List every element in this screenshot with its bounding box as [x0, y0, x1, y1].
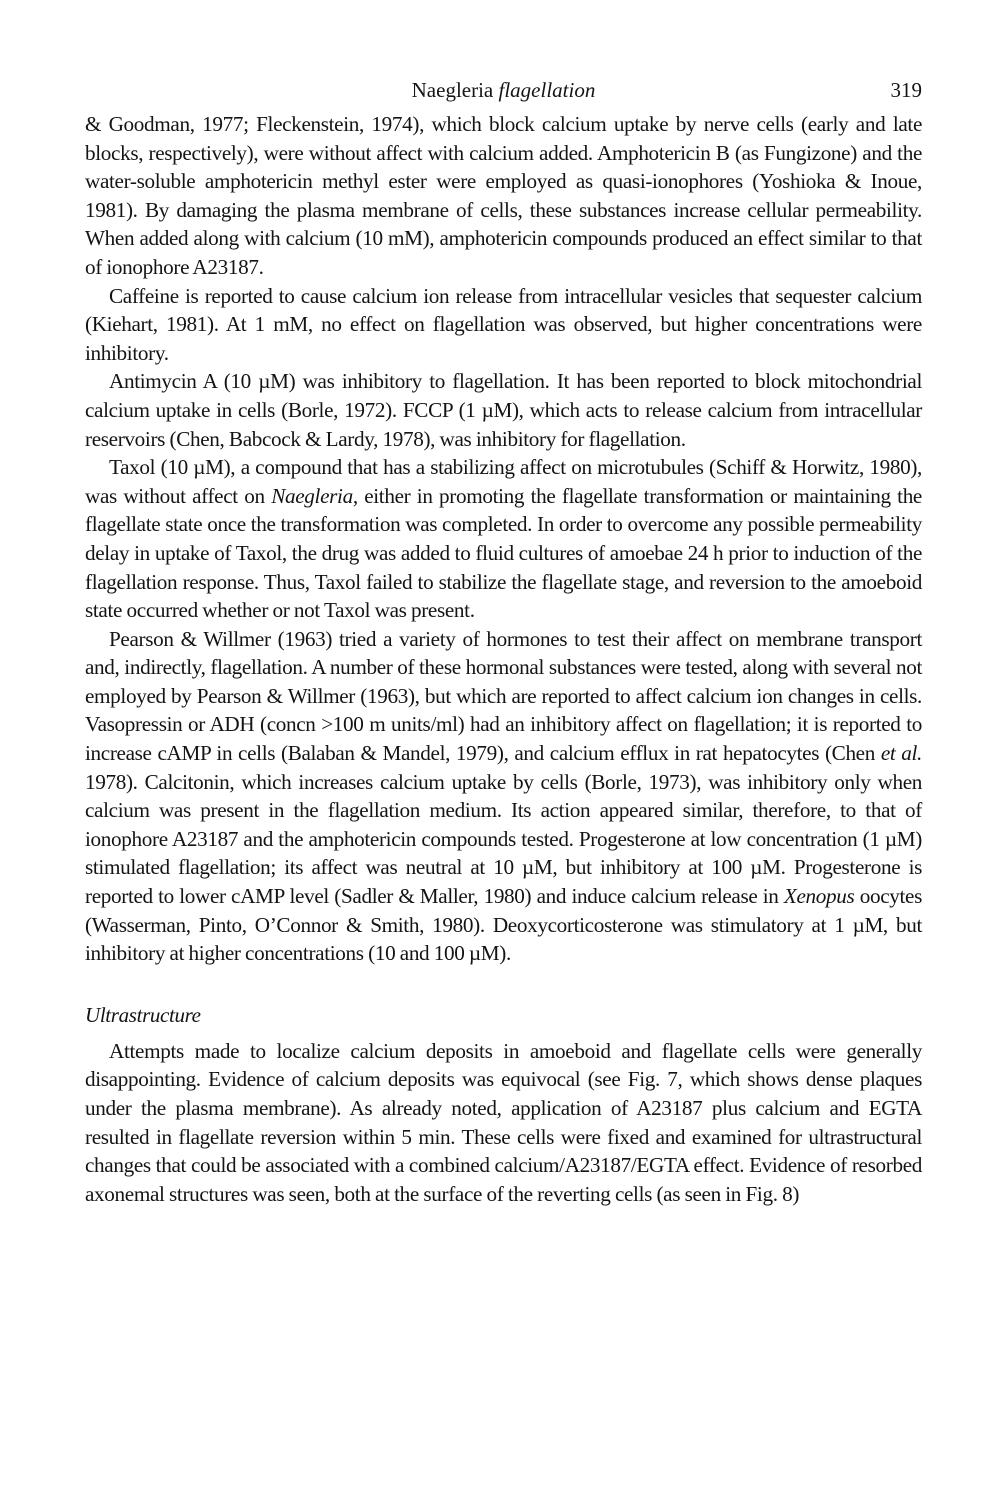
taxol-genus-italic: Naegleria — [271, 483, 353, 508]
body-text — [85, 110, 922, 1208]
paragraph-antimycin: Antimycin A (10 µM) was inhibitory to flagellation. It has been reported to block mitochondrial calcium uptake in cells (Borle, 1972). FCCP (1 µM), which acts to release calcium from intracellular reservoirs (Chen, Babcock & Lardy, 1978), was inhibitory for flagellation. — [85, 369, 922, 451]
xenopus-italic: Xenopus — [783, 884, 855, 909]
section-heading-ultrastructure: Ultrastructure — [85, 1002, 201, 1027]
hormones-text-3: oocytes (Wasserman, Pinto, O’Connor & Smith, 1980). Deoxycorticosterone was stimulatory at 1 µM, but inhibitory at higher concentrations (10 and 100 µM). — [85, 884, 923, 966]
taxol-text-2: , either in promoting the flagellate transformation or maintaining the flagellate state once the transformation was completed. In order to overcome any possible permeability delay in uptake of Taxol, the drug was added to fluid cultures of amoebae 24 h prior to induction of the flagellation response. Thus, Taxol failed to stabilize the flagellate stage, and reversion to the amoeboid state occurred whether or not Taxol was present. — [85, 483, 922, 623]
paragraph-amphotericin: & Goodman, 1977; Fleckenstein, 1974), which block calcium uptake by nerve cells (early and late blocks, respectively), were without affect with calcium added. Amphotericin B (as Fungizone) and the water-soluble amphotericin methyl ester were employed as quasi-ionophores (Yoshioka & Inoue, 1981). By damaging the plasma membrane of cells, these substances increase cellular permeability. When added along with calcium (10 mM), amphotericin compounds produced an effect similar to that of ionophore A23187. — [85, 112, 922, 279]
paragraph-caffeine: Caffeine is reported to cause calcium ion release from intracellular vesicles that sequester calcium (Kiehart, 1981). At 1 mM, no effect on flagellation was observed, but higher concentrations were inhibitory. — [85, 283, 922, 365]
running-head — [85, 78, 922, 110]
running-title-italic: flagellation — [498, 78, 596, 102]
hormones-text-1: Pearson & Willmer (1963) tried a variety of hormones to test their affect on membrane transport and, indirectly, flagellation. A number of these hormonal substances were tested, along with several not employed by Pearson & Willmer (1963), but which are reported to affect calcium ion changes in cells. Vasopressin or ADH (concn >100 m units/ml) had an inhibitory affect on flagellation; it is reported to increase cAMP in cells (Balaban & Mandel, 1979), and calcium efflux in rat hepatocytes (Chen — [85, 626, 922, 766]
running-title-plain: Naegleria — [411, 78, 494, 102]
running-title — [85, 78, 922, 103]
hormones-text-2: 1978). Calcitonin, which increases calcium uptake by cells (Borle, 1973), was inhibitory only when calcium was present in the flagellation medium. Its action appeared similar, therefore, to that of ionophore A23187 and the amphotericin compounds tested. Progesterone at low concentration (1 µM) stimulated flagellation; its affect was neutral at 10 µM, but inhibitory at 100 µM. Progesterone is reported to lower cAMP level (Sadler & Maller, 1980) and induce calcium release in — [85, 769, 922, 909]
journal-page — [85, 78, 922, 1208]
paragraph-taxol — [85, 453, 922, 625]
paragraph-ultrastructure: Attempts made to localize calcium deposits in amoeboid and flagellate cells were generally disappointing. Evidence of calcium deposits was equivocal (see Fig. 7, which shows dense plaques under the plasma membrane). As already noted, application of A23187 plus calcium and EGTA resulted in flagellate reversion within 5 min. These cells were fixed and examined for ultrastructural changes that could be associated with a combined calcium/A23187/EGTA effect. Evidence of resorbed axonemal structures was seen, both at the surface of the reverting cells (as seen in Fig. 8) — [85, 1038, 922, 1206]
taxol-text-1: Taxol (10 µM), a compound that has a stabilizing affect on microtubules (Schiff & Horwitz, 1980), was without affect on — [85, 455, 922, 508]
paragraph-hormones — [85, 625, 922, 968]
page-number: 319 — [890, 78, 922, 102]
et-al-italic: et al. — [880, 741, 922, 766]
